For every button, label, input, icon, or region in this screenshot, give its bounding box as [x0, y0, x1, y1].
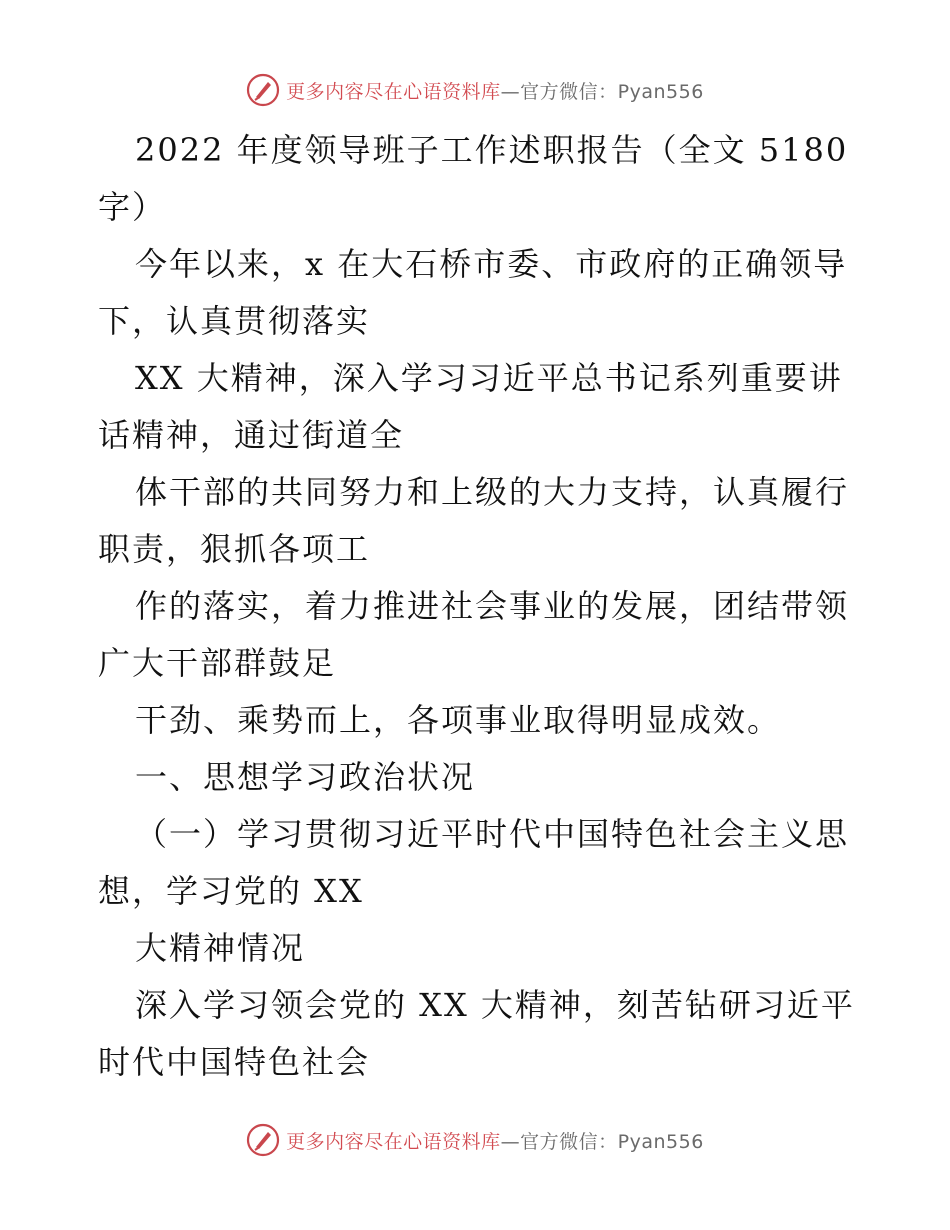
watermark-contact: 官方微信：Pyan556	[520, 1130, 704, 1153]
document-line: XX 大精神，深入学习习近平总书记系列重要讲	[135, 359, 843, 397]
subsection-heading: （一）学习贯彻习近平时代中国特色社会主义思	[135, 815, 850, 853]
watermark-separator: —	[500, 80, 521, 103]
document-line: 广大干部群鼓足	[98, 644, 337, 682]
document-line: 时代中国特色社会	[98, 1043, 371, 1081]
watermark-separator: —	[500, 1130, 521, 1153]
document-line: 干劲、乘势而上，各项事业取得明显成效。	[135, 701, 782, 739]
footer-watermark	[0, 1120, 950, 1160]
document-line: 想，学习党的 XX	[98, 872, 364, 910]
document-line: 大精神情况	[135, 929, 306, 967]
document-line: 2022 年度领导班子工作述职报告（全文 5180	[135, 131, 849, 169]
document-line: 体干部的共同努力和上级的大力支持，认真履行	[135, 473, 850, 511]
section-heading: 一、思想学习政治状况	[135, 758, 476, 796]
quill-logo-icon	[246, 73, 280, 107]
header-watermark	[0, 70, 950, 110]
document-line: 话精神，通过街道全	[98, 416, 405, 454]
watermark-contact: 官方微信：Pyan556	[520, 80, 704, 103]
quill-logo-icon	[246, 1123, 280, 1157]
document-body	[98, 122, 858, 1091]
document-line: 职责，狠抓各项工	[98, 530, 371, 568]
document-line: 字）	[98, 188, 167, 226]
document-line: 下，认真贯彻落实	[98, 302, 371, 340]
document-line: 今年以来，x 在大石桥市委、市政府的正确领导	[135, 245, 848, 283]
watermark-brand: 更多内容尽在心语资料库	[286, 1130, 501, 1153]
document-line: 深入学习领会党的 XX 大精神，刻苦钻研习近平	[135, 986, 855, 1024]
watermark-brand: 更多内容尽在心语资料库	[286, 80, 501, 103]
document-line: 作的落实，着力推进社会事业的发展，团结带领	[135, 587, 850, 625]
